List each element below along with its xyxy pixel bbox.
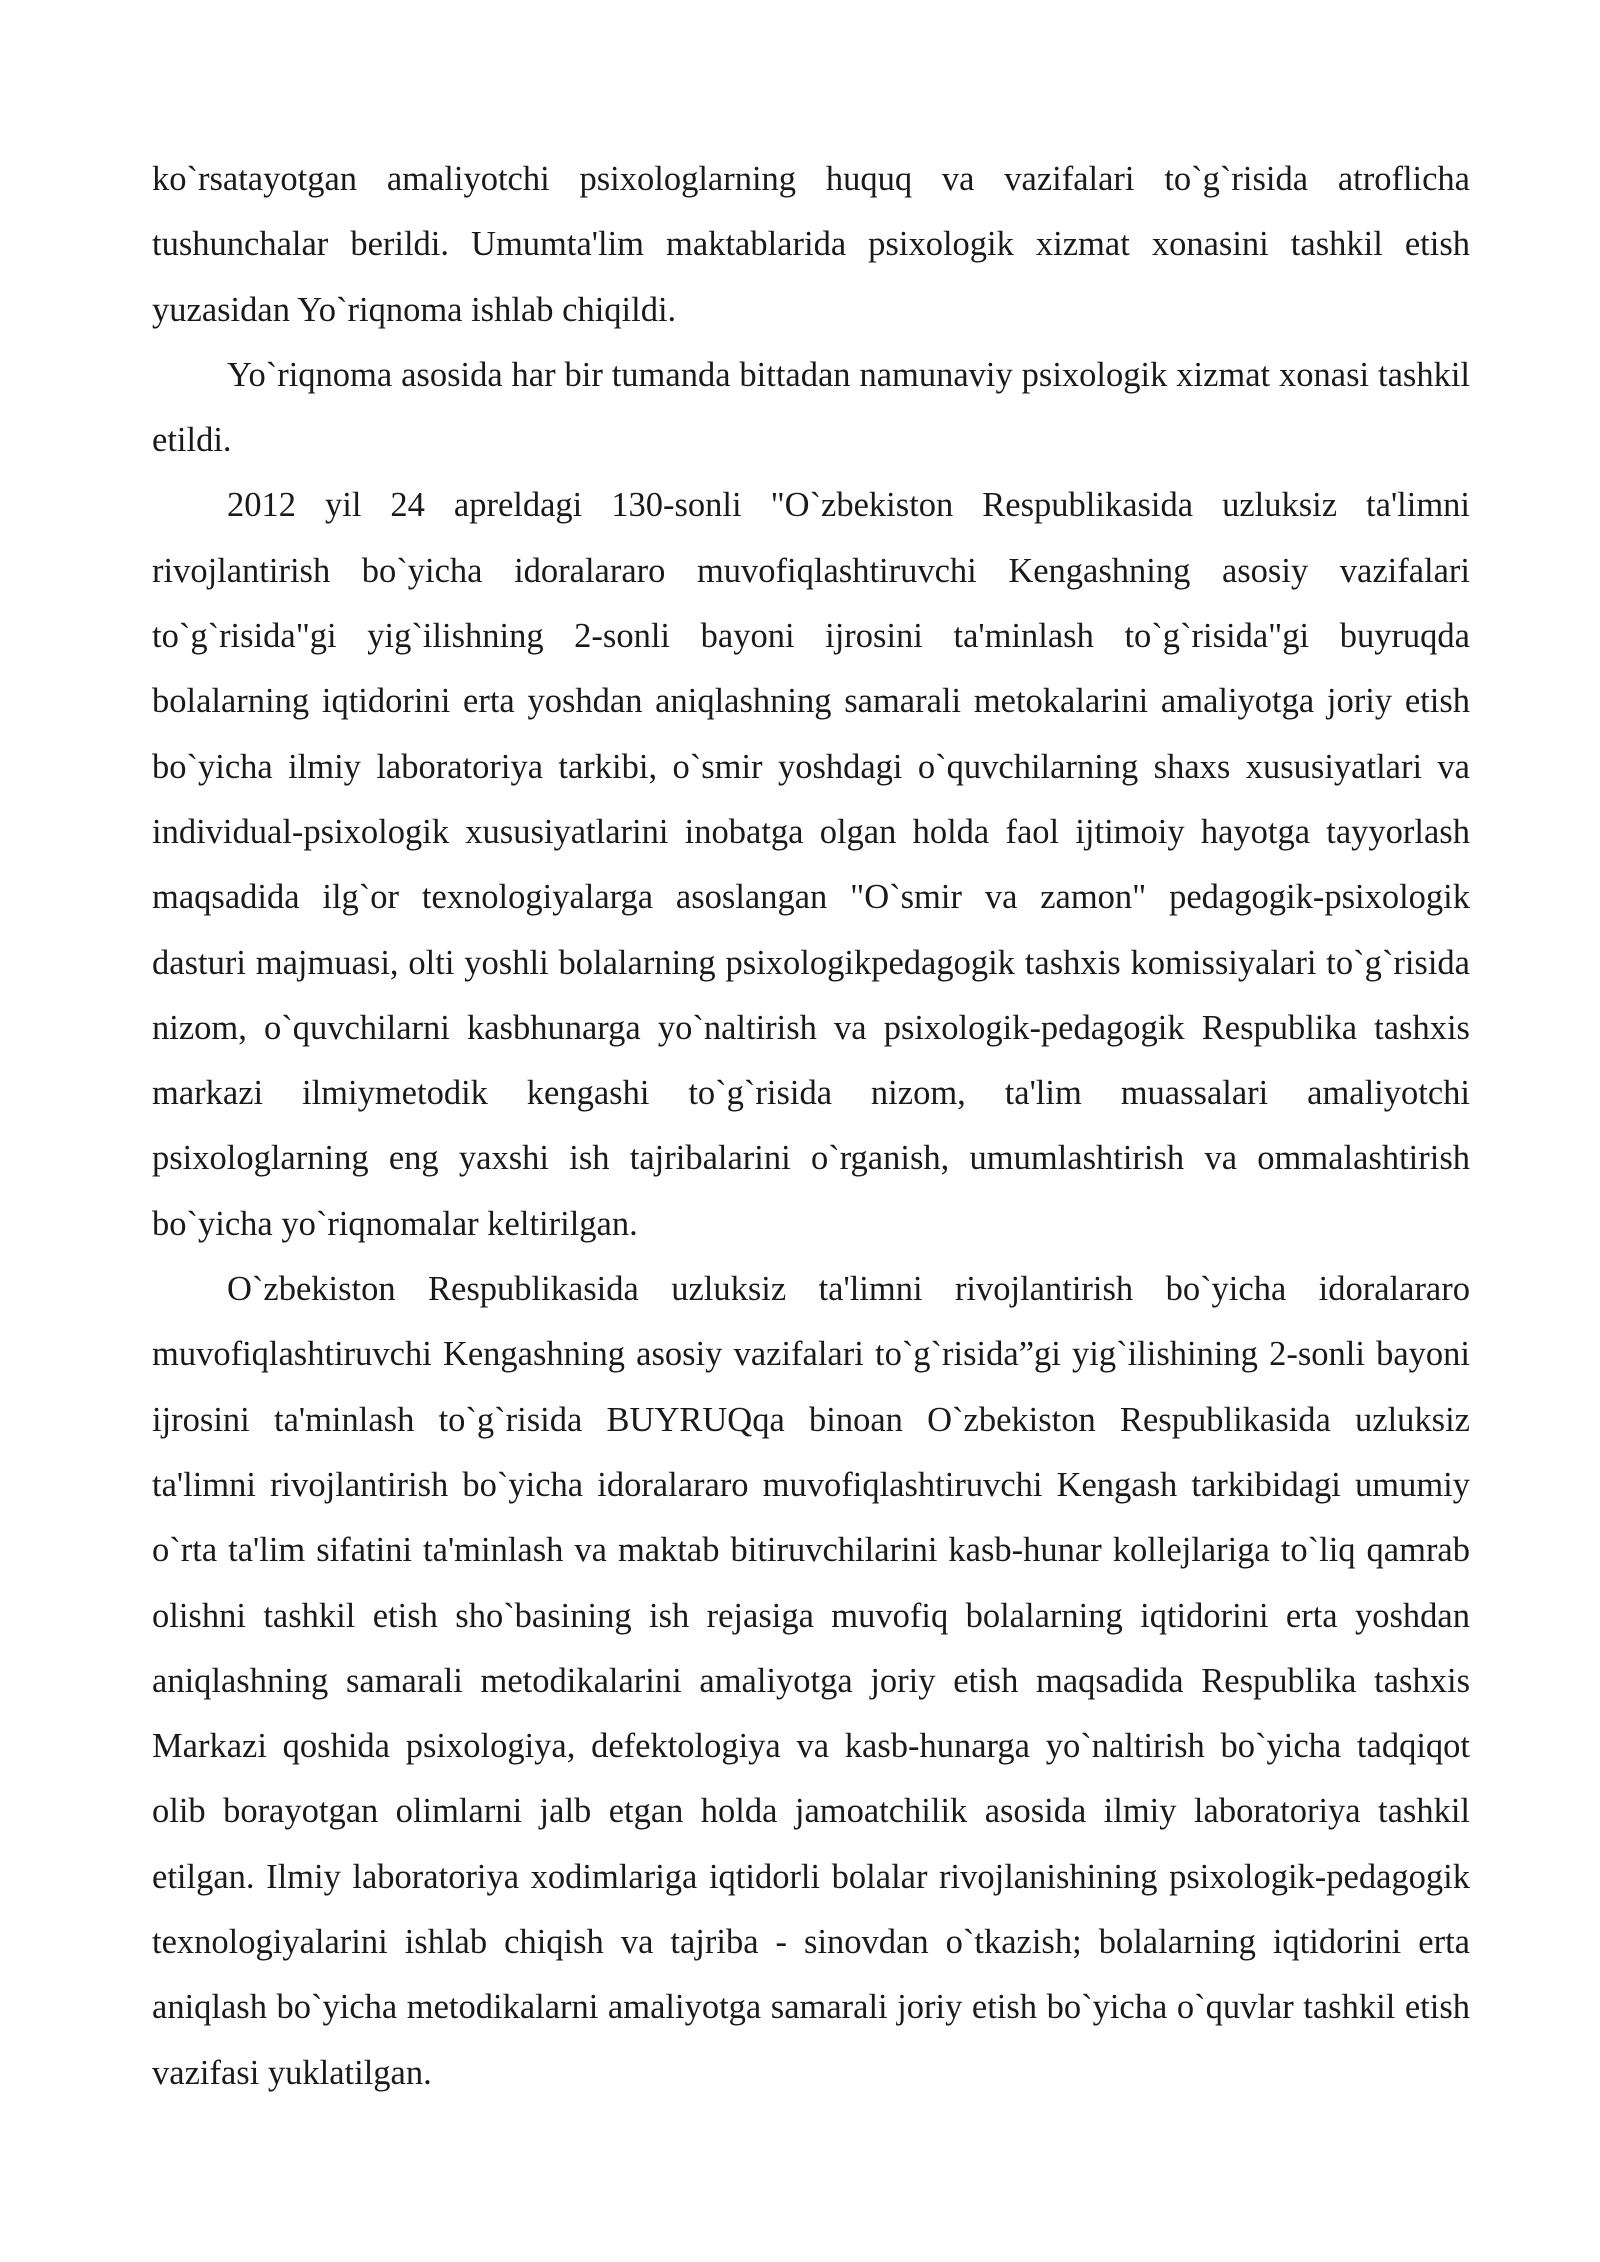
paragraph-2012-order: 2012 yil 24 apreldagi 130-sonli "O`zbekiston Respublikasida uzluksiz ta'limni rivojlantirish bo`yicha idoralararo muvofiqlashtiruvchi Kengashning asosiy vazifalari to`g`risida"gi yig`ilishning 2-sonli bayoni ijrosini ta'minlash to`g`risida"gi buyruqda bolalarning iqtidorini erta yoshdan aniqlashning samarali metokalarini amaliyotga joriy etish bo`yicha ilmiy laboratoriya tarkibi, o`smir yoshdagi o`quvchilarning shaxs xususiyatlari va individual-psixologik xususiyatlarini inobatga olgan holda faol ijtimoiy hayotga tayyorlash maqsadida ilg`or texnologiyalarga asoslangan "O`smir va zamon" pedagogik-psixologik dasturi majmuasi, olti yoshli bolalarning psixologikpedagogik tashxis komissiyalari to`g`risida nizom, o`quvchilarni kasbhunarga yo`naltirish va psixologik-pedagogik Respublika tashxis markazi ilmiymetodik kengashi to`g`risida nizom, ta'lim muassalari amaliyotchi psixologlarning eng yaxshi ish tajribalarini o`rganish, umumlashtirish va ommalashtirish bo`yicha yo`riqnomalar keltirilgan. xyxy=(152,486,1470,1243)
paragraph-continuation: ko`rsatayotgan amaliyotchi psixologlarning huquq va vazifalari to`g`risida atroflicha tushunchalar berildi. Umumta'lim maktablarida psixologik xizmat xonasini tashkil etish yuzasidan Yo`riqnoma ishlab chiqildi. xyxy=(152,160,1470,329)
paragraph-laboratory: O`zbekiston Respublikasida uzluksiz ta'limni rivojlantirish bo`yicha idoralararo muvofiqlashtiruvchi Kengashning asosiy vazifalari to`g`risida”gi yig`ilishining 2-sonli bayoni ijrosini ta'minlash to`g`risida BUYRUQqa binoan O`zbekiston Respublikasida uzluksiz ta'limni rivojlantirish bo`yicha idoralararo muvofiqlashtiruvchi Kengash tarkibidagi umumiy o`rta ta'lim sifatini ta'minlash va maktab bitiruvchilarini kasb-hunar kollejlariga to`liq qamrab olishni tashkil etish sho`basining ish rejasiga muvofiq bolalarning iqtidorini erta yoshdan aniqlashning samarali metodikalarini amaliyotga joriy etish maqsadida Respublika tashxis Markazi qoshida psixologiya, defektologiya va kasb-hunarga yo`naltirish bo`yicha tadqiqot olib borayotgan olimlarni jalb etgan holda jamoatchilik asosida ilmiy laboratoriya tashkil etilgan. Ilmiy laboratoriya xodimlariga iqtidorli bolalar rivojlanishining psixologik-pedagogik texnologiyalarini ishlab chiqish va tajriba - sinovdan o`tkazish; bolalarning iqtidorini erta aniqlash bo`yicha metodikalarni amaliyotga samarali joriy etish bo`yicha o`quvlar tashkil etish vazifasi yuklatilgan. xyxy=(152,1270,1470,2092)
paragraph-yoriqnoma: Yo`riqnoma asosida har bir tumanda bittadan namunaviy psixologik xizmat xonasi tashkil etildi. xyxy=(152,355,1470,460)
body-text xyxy=(152,147,1470,2106)
